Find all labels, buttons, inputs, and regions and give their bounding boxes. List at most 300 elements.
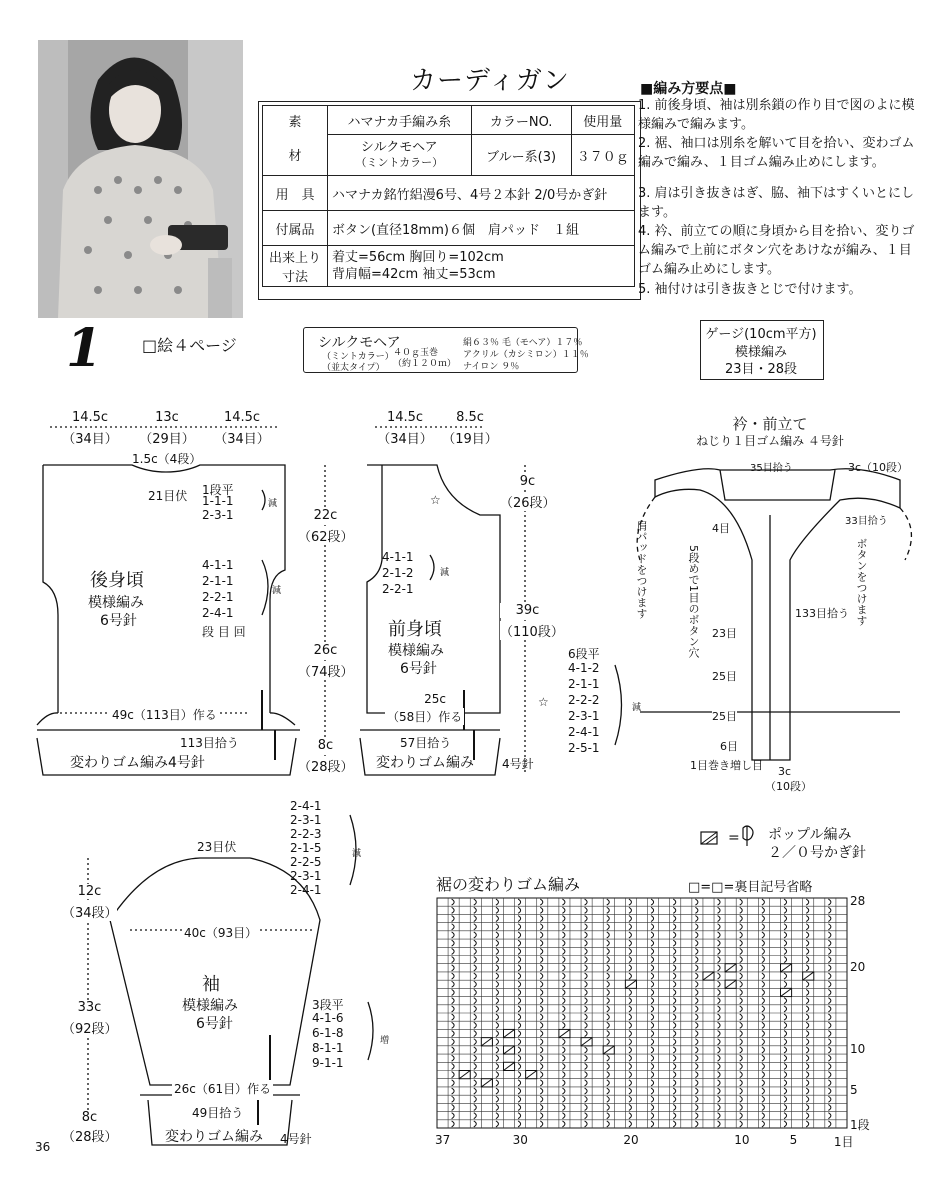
chart-twisted-knit-mark bbox=[452, 932, 455, 938]
chart-twisted-knit-mark bbox=[585, 1113, 588, 1119]
yarn-label-fiber-1: 絹６３％ 毛（モヘア）１７％ bbox=[463, 338, 583, 348]
back-dec-flat: 1段平 bbox=[202, 483, 234, 497]
chart-twisted-knit-mark bbox=[607, 1113, 610, 1119]
page-number: 36 bbox=[35, 1140, 51, 1154]
sleeve-top-2: 2-3-1 bbox=[290, 813, 322, 827]
sleeve-needle: 6号針 bbox=[196, 1016, 233, 1032]
chart-twisted-knit-mark bbox=[784, 1006, 787, 1012]
chart-popcorn-hatch bbox=[459, 1071, 470, 1079]
chart-twisted-knit-mark bbox=[673, 1014, 676, 1020]
color-value: ブルー系(3) bbox=[471, 135, 571, 176]
chart-twisted-knit-mark bbox=[540, 1014, 543, 1020]
chart-twisted-knit-mark bbox=[540, 1072, 543, 1078]
chart-twisted-knit-mark bbox=[651, 948, 654, 954]
chart-popcorn-cell bbox=[481, 1079, 492, 1087]
chart-twisted-knit-mark bbox=[540, 1022, 543, 1028]
chart-twisted-knit-mark bbox=[673, 1055, 676, 1061]
model-photo-drawing bbox=[38, 40, 243, 318]
chart-twisted-knit-mark bbox=[562, 1063, 565, 1069]
chart-twisted-knit-mark bbox=[740, 924, 743, 930]
chart-twisted-knit-mark bbox=[695, 1047, 698, 1053]
gauge-pattern: 模様編み bbox=[734, 345, 787, 360]
chart-twisted-knit-mark bbox=[452, 948, 455, 954]
chart-twisted-knit-mark bbox=[452, 1014, 455, 1020]
chart-twisted-knit-mark bbox=[762, 973, 765, 979]
back-arm-1: 4-1-1 bbox=[202, 558, 234, 572]
chart-twisted-knit-mark bbox=[784, 1104, 787, 1110]
chart-twisted-knit-mark bbox=[651, 989, 654, 995]
instructions-title: ■編み方要点■ bbox=[640, 81, 737, 97]
sleeve-bind-off: 23目伏 bbox=[197, 840, 237, 854]
chart-twisted-knit-mark bbox=[629, 1088, 632, 1094]
chart-twisted-knit-mark bbox=[673, 1022, 676, 1028]
chart-twisted-knit-mark bbox=[474, 1022, 477, 1028]
chart-twisted-knit-mark bbox=[562, 1121, 565, 1127]
chart-twisted-knit-mark bbox=[540, 998, 543, 1004]
chart-popcorn-cell bbox=[725, 964, 736, 972]
chart-twisted-knit-mark bbox=[496, 989, 499, 995]
chart-twisted-knit-mark bbox=[828, 998, 831, 1004]
chart-twisted-knit-mark bbox=[607, 989, 610, 995]
chart-twisted-knit-mark bbox=[585, 1088, 588, 1094]
chart-twisted-knit-mark bbox=[740, 1055, 743, 1061]
chart-twisted-knit-mark bbox=[562, 940, 565, 946]
chart-twisted-knit-mark bbox=[562, 907, 565, 913]
accessories-label: 付属品 bbox=[263, 211, 328, 246]
chart-twisted-knit-mark bbox=[695, 924, 698, 930]
sleeve-top-7: 2-4-1 bbox=[290, 883, 322, 897]
chart-twisted-knit-mark bbox=[629, 1006, 632, 1012]
chart-twisted-knit-mark bbox=[718, 1006, 721, 1012]
chart-twisted-knit-mark bbox=[518, 924, 521, 930]
chart-twisted-knit-mark bbox=[828, 1031, 831, 1037]
chart-twisted-knit-mark bbox=[784, 899, 787, 905]
chart-twisted-knit-mark bbox=[762, 1080, 765, 1086]
chart-twisted-knit-mark bbox=[740, 899, 743, 905]
chart-twisted-knit-mark bbox=[452, 998, 455, 1004]
chart-twisted-knit-mark bbox=[828, 1063, 831, 1069]
front-arm-1: 4-1-1 bbox=[382, 550, 414, 564]
chart-twisted-knit-mark bbox=[452, 1072, 455, 1078]
yarn-color-name: （ミントカラー） bbox=[355, 156, 444, 169]
chart-twisted-knit-mark bbox=[673, 998, 676, 1004]
back-bind-off: 21目伏 bbox=[148, 489, 188, 503]
front-neck-dec-word: 減 bbox=[632, 703, 642, 713]
sleeve-inc-3: 8-1-1 bbox=[312, 1041, 344, 1055]
chart-x-label: 10 bbox=[734, 1133, 750, 1147]
chart-twisted-knit-mark bbox=[518, 948, 521, 954]
chart-twisted-knit-mark bbox=[518, 1088, 521, 1094]
chart-legend: □=□=裏目記号省略 bbox=[688, 880, 813, 895]
chart-twisted-knit-mark bbox=[474, 932, 477, 938]
chart-twisted-knit-mark bbox=[828, 1047, 831, 1053]
chart-twisted-knit-mark bbox=[585, 1031, 588, 1037]
chart-twisted-knit-mark bbox=[806, 1031, 809, 1037]
chart-twisted-knit-mark bbox=[718, 1063, 721, 1069]
chart-twisted-knit-mark bbox=[651, 940, 654, 946]
chart-twisted-knit-mark bbox=[474, 1104, 477, 1110]
chart-twisted-knit-mark bbox=[585, 924, 588, 930]
chart-twisted-knit-mark bbox=[695, 1104, 698, 1110]
chart-twisted-knit-mark bbox=[740, 965, 743, 971]
chart-twisted-knit-mark bbox=[607, 1022, 610, 1028]
chart-twisted-knit-mark bbox=[452, 916, 455, 922]
chart-twisted-knit-mark bbox=[452, 1063, 455, 1069]
chart-twisted-knit-mark bbox=[496, 1014, 499, 1020]
chart-twisted-knit-mark bbox=[651, 916, 654, 922]
chart-popcorn-hatch bbox=[559, 1029, 570, 1037]
chart-twisted-knit-mark bbox=[585, 1047, 588, 1053]
front-neck-5: 2-4-1 bbox=[568, 725, 600, 739]
front-neck-6: 2-5-1 bbox=[568, 741, 600, 755]
chart-twisted-knit-mark bbox=[540, 1104, 543, 1110]
chart-twisted-knit-mark bbox=[828, 1006, 831, 1012]
chart-twisted-knit-mark bbox=[828, 1104, 831, 1110]
chart-popcorn-hatch bbox=[503, 1062, 514, 1070]
chart-twisted-knit-mark bbox=[607, 1080, 610, 1086]
chart-twisted-knit-mark bbox=[474, 1055, 477, 1061]
chart-twisted-knit-mark bbox=[496, 1063, 499, 1069]
sleeve-name: 袖 bbox=[202, 974, 220, 995]
chart-twisted-knit-mark bbox=[474, 1031, 477, 1037]
chart-twisted-knit-mark bbox=[695, 957, 698, 963]
chart-twisted-knit-mark bbox=[496, 1031, 499, 1037]
chart-twisted-knit-mark bbox=[518, 1096, 521, 1102]
chart-twisted-knit-mark bbox=[806, 957, 809, 963]
sleeve-cuff-rows: （28段） bbox=[62, 1126, 117, 1145]
size-line-1: 着丈=56cm 胸回り=102cm bbox=[331, 250, 504, 265]
chart-twisted-knit-mark bbox=[806, 1121, 809, 1127]
chart-twisted-knit-mark bbox=[496, 1104, 499, 1110]
chart-twisted-knit-mark bbox=[629, 989, 632, 995]
chart-twisted-knit-mark bbox=[518, 1113, 521, 1119]
chart-twisted-knit-mark bbox=[673, 907, 676, 913]
back-ribbing: 変わりゴム編み4号針 bbox=[70, 755, 205, 771]
ribbing-chart-grid bbox=[437, 898, 847, 1128]
back-w-mid: 13c bbox=[155, 410, 179, 425]
chart-twisted-knit-mark bbox=[540, 916, 543, 922]
chart-twisted-knit-mark bbox=[452, 1104, 455, 1110]
chart-twisted-knit-mark bbox=[474, 1039, 477, 1045]
chart-twisted-knit-mark bbox=[828, 907, 831, 913]
chart-twisted-knit-mark bbox=[718, 1104, 721, 1110]
size-label bbox=[263, 246, 328, 287]
chart-twisted-knit-mark bbox=[629, 1047, 632, 1053]
sleeve-len-rows: （92段） bbox=[62, 1018, 117, 1037]
chart-twisted-knit-mark bbox=[562, 998, 565, 1004]
chart-twisted-knit-mark bbox=[585, 1121, 588, 1127]
page-title: カーディガン bbox=[410, 66, 570, 96]
chart-popcorn-cell bbox=[725, 980, 736, 988]
chart-twisted-knit-mark bbox=[740, 1031, 743, 1037]
chart-twisted-knit-mark bbox=[585, 957, 588, 963]
chart-twisted-knit-mark bbox=[562, 1113, 565, 1119]
chart-twisted-knit-mark bbox=[806, 1022, 809, 1028]
chart-twisted-knit-mark bbox=[673, 1031, 676, 1037]
chart-twisted-knit-mark bbox=[629, 1031, 632, 1037]
yarn-name-cell bbox=[327, 135, 471, 176]
chart-twisted-knit-mark bbox=[784, 1113, 787, 1119]
chart-twisted-knit-mark bbox=[806, 1055, 809, 1061]
chart-twisted-knit-mark bbox=[784, 1047, 787, 1053]
chart-twisted-knit-mark bbox=[718, 957, 721, 963]
chart-twisted-knit-mark bbox=[828, 940, 831, 946]
collar-st-6: 6目 bbox=[720, 740, 738, 753]
chart-twisted-knit-mark bbox=[806, 1014, 809, 1020]
chart-twisted-knit-mark bbox=[518, 998, 521, 1004]
sleeve-len-h: 33c bbox=[62, 1000, 117, 1015]
accessories-value: ボタン(直径18mm)６個 肩パッド １組 bbox=[327, 211, 634, 246]
chart-twisted-knit-mark bbox=[806, 1088, 809, 1094]
chart-twisted-knit-mark bbox=[585, 989, 588, 995]
chart-popcorn-hatch bbox=[703, 972, 714, 980]
chart-twisted-knit-mark bbox=[740, 998, 743, 1004]
chart-twisted-knit-mark bbox=[629, 1055, 632, 1061]
chart-twisted-knit-mark bbox=[828, 1022, 831, 1028]
chart-twisted-knit-mark bbox=[452, 1047, 455, 1053]
chart-twisted-knit-mark bbox=[629, 940, 632, 946]
chart-twisted-knit-mark bbox=[651, 1006, 654, 1012]
back-h-mid: 26c bbox=[298, 643, 353, 658]
chart-twisted-knit-mark bbox=[806, 989, 809, 995]
size-label-text: 出来上り寸法 bbox=[268, 251, 321, 285]
chart-twisted-knit-mark bbox=[651, 1121, 654, 1127]
chart-twisted-knit-mark bbox=[474, 1047, 477, 1053]
chart-twisted-knit-mark bbox=[695, 1014, 698, 1020]
chart-twisted-knit-mark bbox=[740, 1022, 743, 1028]
chart-twisted-knit-mark bbox=[585, 916, 588, 922]
chart-twisted-knit-mark bbox=[518, 907, 521, 913]
collar-pick-133: 133目拾う bbox=[795, 607, 849, 620]
chart-twisted-knit-mark bbox=[828, 1080, 831, 1086]
chart-twisted-knit-mark bbox=[762, 1031, 765, 1037]
chart-twisted-knit-mark bbox=[585, 973, 588, 979]
chart-twisted-knit-mark bbox=[718, 989, 721, 995]
chart-twisted-knit-mark bbox=[718, 940, 721, 946]
chart-twisted-knit-mark bbox=[695, 1080, 698, 1086]
back-h-upper: 22c bbox=[298, 508, 353, 523]
chart-twisted-knit-mark bbox=[474, 940, 477, 946]
chart-twisted-knit-mark bbox=[607, 924, 610, 930]
chart-twisted-knit-mark bbox=[474, 924, 477, 930]
chart-twisted-knit-mark bbox=[562, 1080, 565, 1086]
chart-twisted-knit-mark bbox=[718, 973, 721, 979]
chart-twisted-knit-mark bbox=[806, 1072, 809, 1078]
chart-twisted-knit-mark bbox=[695, 1031, 698, 1037]
back-w-mid-sts: （29目） bbox=[139, 432, 195, 447]
chart-twisted-knit-mark bbox=[518, 1072, 521, 1078]
chart-twisted-knit-mark bbox=[562, 1096, 565, 1102]
chart-twisted-knit-mark bbox=[496, 1039, 499, 1045]
chart-twisted-knit-mark bbox=[562, 973, 565, 979]
chart-twisted-knit-mark bbox=[474, 1113, 477, 1119]
chart-twisted-knit-mark bbox=[806, 1047, 809, 1053]
collar-width: 3c（10段） bbox=[848, 461, 909, 474]
chart-twisted-knit-mark bbox=[784, 965, 787, 971]
amount-header: 使用量 bbox=[571, 106, 634, 135]
chart-twisted-knit-mark bbox=[496, 998, 499, 1004]
front-neck-2: 2-1-1 bbox=[568, 677, 600, 691]
chart-twisted-knit-mark bbox=[518, 957, 521, 963]
chart-popcorn-hatch bbox=[581, 1038, 592, 1046]
sleeve-inc-4: 9-1-1 bbox=[312, 1056, 344, 1070]
chart-twisted-knit-mark bbox=[474, 948, 477, 954]
chart-twisted-knit-mark bbox=[828, 924, 831, 930]
chart-twisted-knit-mark bbox=[762, 1121, 765, 1127]
chart-twisted-knit-mark bbox=[562, 924, 565, 930]
chart-popcorn-cell bbox=[503, 1029, 514, 1037]
chart-twisted-knit-mark bbox=[562, 1088, 565, 1094]
chart-twisted-knit-mark bbox=[540, 907, 543, 913]
chart-y-label: 20 bbox=[850, 959, 866, 974]
chart-twisted-knit-mark bbox=[651, 1039, 654, 1045]
chart-twisted-knit-mark bbox=[496, 973, 499, 979]
sleeve-ribbing-needle: 4号針 bbox=[280, 1132, 312, 1146]
chart-twisted-knit-mark bbox=[629, 924, 632, 930]
chart-twisted-knit-mark bbox=[452, 1088, 455, 1094]
chart-twisted-knit-mark bbox=[474, 1080, 477, 1086]
chart-twisted-knit-mark bbox=[784, 1121, 787, 1127]
chart-twisted-knit-mark bbox=[673, 1072, 676, 1078]
chart-twisted-knit-mark bbox=[806, 948, 809, 954]
chart-twisted-knit-mark bbox=[540, 1121, 543, 1127]
chart-twisted-knit-mark bbox=[740, 948, 743, 954]
chart-twisted-knit-mark bbox=[784, 1096, 787, 1102]
back-dec-word: 減 bbox=[268, 499, 278, 509]
chart-twisted-knit-mark bbox=[518, 1039, 521, 1045]
chart-twisted-knit-mark bbox=[673, 1063, 676, 1069]
chart-popcorn-cell bbox=[526, 1071, 537, 1079]
back-neck-depth: 1.5c（4段） bbox=[132, 452, 202, 466]
chart-twisted-knit-mark bbox=[585, 948, 588, 954]
chart-twisted-knit-mark bbox=[452, 1039, 455, 1045]
chart-twisted-knit-mark bbox=[496, 924, 499, 930]
chart-twisted-knit-mark bbox=[540, 940, 543, 946]
chart-twisted-knit-mark bbox=[562, 989, 565, 995]
chart-twisted-knit-mark bbox=[496, 1113, 499, 1119]
chart-twisted-knit-mark bbox=[718, 1113, 721, 1119]
chart-twisted-knit-mark bbox=[718, 907, 721, 913]
chart-twisted-knit-mark bbox=[607, 981, 610, 987]
chart-twisted-knit-mark bbox=[585, 1039, 588, 1045]
front-body-pattern: 模様編み bbox=[388, 643, 444, 659]
chart-twisted-knit-mark bbox=[695, 1088, 698, 1094]
tools-value: ハマナカ銘竹絽漫6号、4号２本針 2/0号かぎ針 bbox=[327, 176, 634, 211]
collar-bottom-rows: （10段） bbox=[765, 780, 812, 793]
chart-twisted-knit-mark bbox=[607, 1121, 610, 1127]
chart-twisted-knit-mark bbox=[695, 998, 698, 1004]
yarn-brand: ハマナカ手編み糸 bbox=[327, 106, 471, 135]
chart-twisted-knit-mark bbox=[740, 1006, 743, 1012]
chart-twisted-knit-mark bbox=[540, 1031, 543, 1037]
chart-y-label: 5 bbox=[850, 1082, 858, 1097]
chart-twisted-knit-mark bbox=[496, 1121, 499, 1127]
chart-twisted-knit-mark bbox=[496, 916, 499, 922]
chart-twisted-knit-mark bbox=[806, 924, 809, 930]
chart-twisted-knit-mark bbox=[740, 1047, 743, 1053]
chart-twisted-knit-mark bbox=[540, 965, 543, 971]
chart-twisted-knit-mark bbox=[518, 981, 521, 987]
materials-table bbox=[262, 105, 635, 287]
chart-twisted-knit-mark bbox=[718, 1031, 721, 1037]
chart-twisted-knit-mark bbox=[562, 932, 565, 938]
sleeve-cast-on: 26c（61目）作る bbox=[174, 1082, 272, 1096]
chart-twisted-knit-mark bbox=[562, 1031, 565, 1037]
chart-twisted-knit-mark bbox=[607, 932, 610, 938]
chart-twisted-knit-mark bbox=[585, 940, 588, 946]
chart-twisted-knit-mark bbox=[562, 981, 565, 987]
chart-twisted-knit-mark bbox=[585, 1104, 588, 1110]
chart-twisted-knit-mark bbox=[607, 1104, 610, 1110]
chart-popcorn-hook: ２／０号かぎ針 bbox=[768, 845, 866, 861]
chart-twisted-knit-mark bbox=[784, 981, 787, 987]
chart-twisted-knit-mark bbox=[474, 1014, 477, 1020]
chart-twisted-knit-mark bbox=[762, 940, 765, 946]
chart-twisted-knit-mark bbox=[496, 899, 499, 905]
chart-twisted-knit-mark bbox=[518, 932, 521, 938]
color-page-ref: □絵４ページ bbox=[142, 336, 237, 355]
chart-twisted-knit-mark bbox=[651, 1022, 654, 1028]
chart-twisted-knit-mark bbox=[585, 981, 588, 987]
chart-twisted-knit-mark bbox=[496, 981, 499, 987]
chart-twisted-knit-mark bbox=[562, 965, 565, 971]
chart-twisted-knit-mark bbox=[629, 1063, 632, 1069]
chart-twisted-knit-mark bbox=[585, 907, 588, 913]
chart-popcorn-cell bbox=[481, 1038, 492, 1046]
chart-twisted-knit-mark bbox=[695, 1006, 698, 1012]
chart-twisted-knit-mark bbox=[673, 957, 676, 963]
chart-twisted-knit-mark bbox=[651, 1088, 654, 1094]
chart-twisted-knit-mark bbox=[562, 1006, 565, 1012]
chart-twisted-knit-mark bbox=[673, 989, 676, 995]
chart-twisted-knit-mark bbox=[740, 1072, 743, 1078]
chart-twisted-knit-mark bbox=[828, 989, 831, 995]
back-w-right: 14.5c bbox=[223, 410, 261, 425]
front-length-rows: （110段） bbox=[500, 621, 555, 640]
chart-twisted-knit-mark bbox=[607, 957, 610, 963]
chart-twisted-knit-mark bbox=[806, 1096, 809, 1102]
chart-twisted-knit-mark bbox=[718, 1022, 721, 1028]
front-w-left: 14.5c bbox=[386, 410, 424, 425]
chart-twisted-knit-mark bbox=[474, 1121, 477, 1127]
back-arm-3: 2-2-1 bbox=[202, 590, 234, 604]
chart-twisted-knit-mark bbox=[518, 1055, 521, 1061]
collar-title: 衿・前立て bbox=[732, 415, 808, 433]
sleeve-top-5: 2-2-5 bbox=[290, 855, 322, 869]
chart-twisted-knit-mark bbox=[629, 1104, 632, 1110]
chart-twisted-knit-mark bbox=[806, 1080, 809, 1086]
chart-twisted-knit-mark bbox=[540, 1047, 543, 1053]
chart-twisted-knit-mark bbox=[784, 989, 787, 995]
chart-twisted-knit-mark bbox=[762, 1063, 765, 1069]
chart-twisted-knit-mark bbox=[762, 1096, 765, 1102]
chart-twisted-knit-mark bbox=[518, 965, 521, 971]
chart-twisted-knit-mark bbox=[607, 1031, 610, 1037]
chart-twisted-knit-mark bbox=[740, 940, 743, 946]
chart-twisted-knit-mark bbox=[607, 1096, 610, 1102]
chart-twisted-knit-mark bbox=[695, 1072, 698, 1078]
chart-twisted-knit-mark bbox=[607, 899, 610, 905]
collar-increase: 1目巻き増し目 bbox=[690, 759, 763, 772]
chart-twisted-knit-mark bbox=[607, 1014, 610, 1020]
collar-shoulder-pad: 肩パッドをつけます bbox=[635, 520, 648, 619]
front-body-name: 前身頃 bbox=[388, 619, 442, 640]
chart-twisted-knit-mark bbox=[585, 1022, 588, 1028]
chart-twisted-knit-mark bbox=[762, 1039, 765, 1045]
chart-twisted-knit-mark bbox=[540, 957, 543, 963]
instruction-step-2: 2. 裾、袖口は別糸を解いて目を拾い、変わゴム編みで編み、１目ゴム編み止めにします。 bbox=[638, 136, 915, 170]
chart-twisted-knit-mark bbox=[518, 1080, 521, 1086]
